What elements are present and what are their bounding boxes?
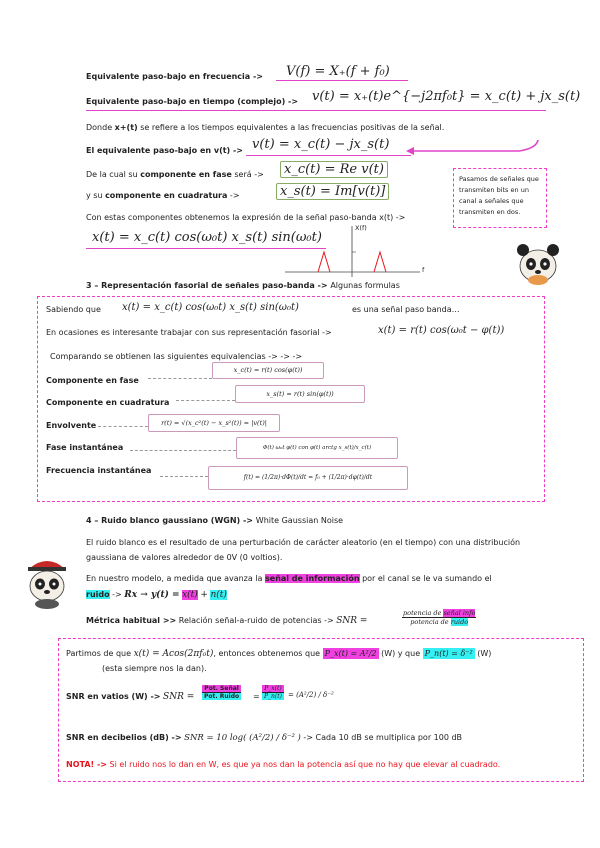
partimos-formula: x(t) = Acos(2πf₀t) [133,649,214,659]
snr-w-lhs: SNR = [163,692,195,702]
snr-w-label: SNR en vatios (W) -> [66,692,161,701]
line7: Con estas componentes obtenemos la expresión de la señal paso-banda x(t) -> [86,213,406,222]
panda-mascot-icon [512,236,564,286]
snr-w-frac1 [202,685,241,700]
spectrum-label: X(f) [355,224,367,232]
nota-bold: NOTA! -> [66,760,107,769]
p2-formula-a: Rx → y(t) = [124,590,180,600]
fasorial-formula: x(t) = r(t) cos(ω₀t − φ(t)) [378,325,505,336]
row-label-frecuencia: Frecuencia instantánea [46,466,152,475]
row-label-fase: Componente en fase [46,376,139,385]
row-formula-frecuencia: f(t) = (1/2π)·dΦ(t)/dt = f₀ + (1/2π)·dφ(t)/dt [208,466,408,490]
section4-p1: El ruido blanco es el resultado de una perturbación de carácter aleatorio (en el tiempo) con una distribución gaussiana de valores alrededor de 0V (0 voltios). [86,538,521,562]
row-leader-envolvente [98,426,148,427]
line2-formula: v(t) = x₊(t)e^{−j2πf₀t} = x_c(t) + jx_s(t) [312,89,581,104]
row-formula-envolvente: r(t) = √(x_c²(t) − x_s²(t)) = |v(t)| [148,414,280,432]
snr-db-post: -> Cada 10 dB se multiplica por 100 dB [303,733,463,742]
px-highlight: P_x(t) = A²/2 [324,649,377,658]
fasorial-text: En ocasiones es interesante trabajar con sus representación fasorial -> [46,328,332,337]
line6-formula: x_s(t) = Im[v(t)] [276,183,389,200]
line4-underline [246,155,411,156]
panda-hat-mascot-icon [22,552,72,610]
metric-line [86,616,367,626]
w1: (W) y que [381,649,421,658]
section4-title [86,516,343,525]
row-label-cuadratura: Componente en cuadratura [46,398,170,407]
line2-underline [86,110,546,111]
p2-a: En nuestro modelo, a medida que avanza la [86,574,263,583]
snr-fraction [402,609,476,626]
section3-title-note: Algunas formulas [330,281,400,290]
snr-numerator [402,609,476,618]
arrow-to-line2 [404,140,544,162]
line6-bold: componente en cuadratura [105,191,228,200]
p2-arrow: -> [112,590,122,599]
snr-w-frac2 [262,685,284,700]
row-leader-fase-instantanea [130,450,236,451]
sabiendo-post: es una señal paso banda… [352,305,460,314]
snr-den-pre: potencia de [410,618,449,626]
pot-senal: Pot. Señal [202,685,241,693]
sabiendo-formula: x(t) = x_c(t) cos(ω₀t) x_s(t) sin(ω₀t) [122,302,299,313]
line5 [86,170,264,179]
p2-formula-n: n(t) [210,590,227,600]
line5-pre: De la cual su [86,170,141,179]
row-formula-fase: x_c(t) = r(t) cos(φ(t)) [212,362,324,379]
line5-bold: componente en fase [140,170,232,179]
note-box [453,168,547,228]
snr-w-result: = (A²/2) / δ⁻² [288,691,334,699]
partimos-b: , entonces obtenemos que [213,649,321,658]
section3-title [86,281,400,290]
w2: (W) [477,649,492,658]
line4-formula: v(t) = x_c(t) − jx_s(t) [252,137,390,152]
snr-num-pre: potencia de [403,609,442,617]
line1-label: Equivalente paso-bajo en frecuencia -> [86,72,263,81]
pn-small: P_n(t) [264,693,282,700]
line2-label: Equivalente paso-bajo en tiempo (complejo) -> [86,97,299,106]
row-leader-frecuencia [160,476,208,477]
line7-formula: x(t) = x_c(t) cos(ω₀t) x_s(t) sin(ω₀t) [92,230,322,245]
p2-formula-x: x(t) [182,590,198,600]
snr-db-formula: SNR = 10 log( (A²/2) / δ⁻² ) [184,733,301,743]
snr-lhs: SNR = [336,616,368,626]
metric-label: Métrica habitual >> [86,616,177,625]
line4-label: El equivalente paso-bajo en v(t) -> [86,146,244,155]
line5-post: será -> [231,170,264,179]
row-leader-fase [148,378,212,379]
p2-b: por el canal se le va sumando el [362,574,492,583]
sabiendo-pre: Sabiendo que [46,305,101,314]
snr-w-line [66,692,194,702]
snr-w-eq: = [253,692,260,701]
section4-p2-line1 [86,574,492,583]
pot-ruido: Pot. Ruido [204,693,240,700]
p2-highlight-ruido: ruido [86,590,110,599]
pn-highlight: P_n(t) = δ⁻² [424,649,473,658]
snr-db-label: SNR en decibelios (dB) -> [66,733,182,742]
line6-post: -> [227,191,240,200]
row-label-envolvente: Envolvente [46,421,97,430]
section4-title-text: 4 – Ruido blanco gaussiano (WGN) -> [86,516,253,525]
row-formula-cuadratura: x_s(t) = r(t) sin(φ(t)) [235,385,365,403]
snr-denominator [402,618,476,626]
snr-num-highlight: señal info [443,609,476,617]
line3-pre: Donde [86,123,115,132]
partimos-line [66,649,491,659]
snr-den-highlight: ruido [450,618,469,626]
section4-title-note: White Gaussian Noise [255,516,344,525]
snr-db-line [66,733,462,743]
section4-p2-line2 [86,590,227,600]
metric-text: Relación señal-a-ruido de potencias -> [178,616,334,625]
line1-underline [276,80,408,81]
line3-post: se refiere a los tiempos equivalentes a las frecuencias positivas de la señal. [137,123,445,132]
partimos-c: (esta siempre nos la dan). [102,664,207,673]
line6-pre: y su [86,191,106,200]
nota-text: Si el ruido nos lo dan en W, es que ya nos dan la potencia así que no hay que elevar al cuadrado. [109,760,501,769]
row-formula-fase-instantanea: Φ(t) ω₀t φ(t) con φ(t) arctg x_s(t)/x_c(t) [236,437,398,459]
comparando-text: Comparando se obtienen las siguientes equivalencias -> -> -> [50,352,303,361]
spectrum-axis-label: f [422,266,425,274]
nota-line [66,760,500,769]
line6 [86,191,240,200]
row-leader-cuadratura [176,400,235,401]
row-label-fase-instantanea: Fase instantánea [46,443,124,452]
partimos-a: Partimos de que [66,649,132,658]
line3 [86,123,444,132]
note-text: Pasamos de señales que transmiten bits en un canal a señales que transmiten en dos. [459,175,539,216]
line5-formula: x_c(t) = Re v(t) [280,161,388,178]
section3-title-text: 3 – Representación fasorial de señales paso-banda -> [86,281,328,290]
p2-highlight-senal: señal de información [265,574,360,583]
line1-formula: V(f) = X₊(f + f₀) [286,64,390,79]
line3-bold: x+(t) [114,123,138,132]
p2-plus: + [200,590,208,600]
px-small: P_x(t) [262,685,284,693]
